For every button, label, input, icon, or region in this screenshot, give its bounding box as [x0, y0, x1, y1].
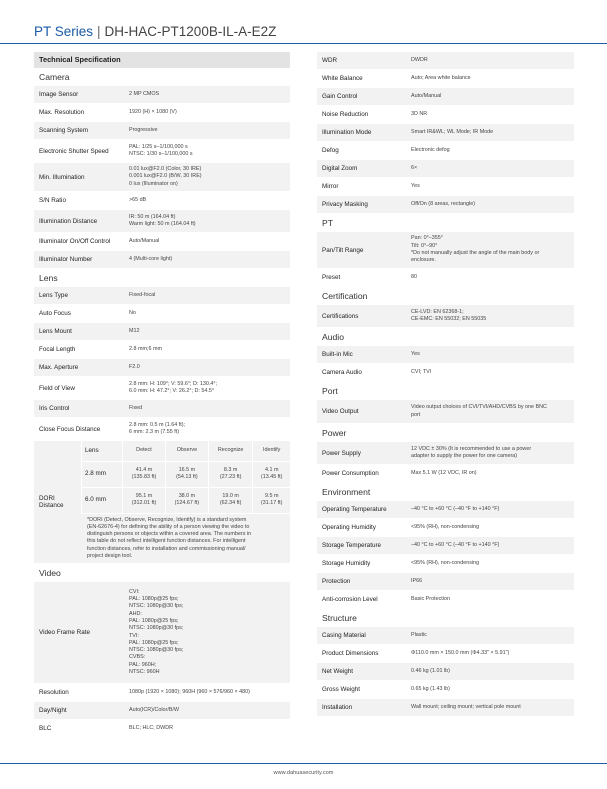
spec-label: BLC [39, 725, 52, 732]
spec-row [34, 418, 290, 441]
spec-label: Mirror [322, 183, 339, 190]
spec-row [317, 465, 574, 483]
spec-label: Illumination Mode [322, 129, 372, 136]
spec-value [124, 256, 172, 263]
spec-value-line: 12 VDC ± 30% (It is recommended to use a power [411, 445, 532, 452]
spec-value [124, 127, 157, 134]
spec-value-line: PAL: 1080p@25 fps; [129, 639, 179, 646]
spec-value-line: 1920 (H) × 1080 (V) [129, 108, 177, 115]
spec-row [317, 346, 574, 364]
spec-label: Illumination Distance [39, 217, 98, 225]
spec-value-line: Auto/Manual [411, 92, 442, 99]
dori-header-row [82, 441, 291, 461]
spec-value [406, 668, 450, 675]
spec-value-line: CVI: [129, 588, 140, 595]
dori-cell: 95.1 m (312.01 ft) [123, 487, 166, 513]
spec-label: Defog [322, 147, 339, 154]
spec-value-line: 2.8 mm: H: 109°; V: 59.6°; D: 130.4°; [129, 380, 218, 387]
spec-value-line: adapter to supply the power for one camera) [411, 453, 518, 459]
spec-label: Illuminator Number [39, 256, 93, 263]
spec-label: WDR [322, 57, 338, 64]
spec-value-line: Yes [411, 350, 420, 357]
spec-value [406, 446, 531, 461]
spec-value-line: Tilt: 0°–90° [411, 242, 438, 249]
spec-label: Anti-corrosion Level [322, 596, 378, 603]
spec-value-line: 1080p (1920 × 1080); 960H (960 × 576/960 × 480) [129, 688, 250, 695]
spec-value [124, 381, 217, 396]
dori-header-recognize: Recognize [208, 441, 252, 461]
note-line: project design tool. [87, 552, 133, 559]
spec-value-line: 80 [411, 273, 417, 280]
spec-value-line: No [129, 309, 136, 316]
spec-label: Resolution [39, 689, 69, 696]
spec-value [406, 183, 420, 190]
spec-row [34, 684, 290, 702]
dori-distance-table [34, 441, 290, 564]
spec-label: Camera Audio [322, 369, 362, 376]
spec-value [406, 309, 486, 324]
spec-value-line: Electronic defog [411, 146, 450, 153]
spec-value-line: 0.01 lux@F2.0 (Color, 30 IRE) [129, 166, 202, 173]
spec-value-line: NTSC: 960H [129, 668, 160, 675]
spec-value [406, 404, 547, 419]
dori-body [81, 441, 290, 563]
spec-row [317, 400, 574, 424]
spec-row [34, 86, 290, 104]
footer-rule [0, 763, 607, 764]
spec-value-line: F2.0 [129, 363, 140, 370]
spec-row [34, 251, 290, 269]
section-heading-camera: Camera [34, 68, 290, 86]
spec-value [124, 422, 185, 437]
spec-label: Storage Temperature [322, 542, 382, 549]
spec-row [317, 196, 574, 214]
spec-value-line: PAL: 1080p@25 fps; [129, 596, 179, 603]
dori-note [81, 514, 290, 561]
spec-value [124, 725, 173, 732]
spec-value-line: Φ110.0 mm × 150.0 mm (Φ4.33" × 5.91") [411, 649, 510, 656]
spec-value-line: CE-LVD: EN 62368-1; [411, 308, 464, 315]
spec-value-line: Fixed [129, 404, 143, 411]
spec-label: Electronic Shutter Speed [39, 147, 109, 155]
spec-value [406, 542, 499, 549]
spec-value-line: –40 °C to +60 °C (–40 °F to +140 °F) [411, 541, 500, 548]
spec-label: Min. Illumination [39, 173, 85, 181]
spec-value-line: TVI: [129, 632, 139, 639]
spec-value-line: Progressive [129, 126, 158, 133]
spec-row [34, 104, 290, 122]
section-heading-video: Video [34, 564, 290, 582]
spec-label: Max. Resolution [39, 109, 85, 116]
section-heading-pt: PT [317, 214, 574, 232]
section-port [317, 400, 574, 424]
spec-value-line: enclosure. [411, 257, 436, 264]
spec-value [406, 369, 431, 376]
spec-row [317, 124, 574, 142]
spec-label: Video Output [322, 408, 359, 415]
spec-value-line: port [411, 411, 421, 418]
spec-value [406, 57, 428, 64]
spec-value [124, 310, 136, 317]
spec-label: Pan/Tilt Range [322, 246, 364, 254]
spec-value-line: CVI; TVI [411, 368, 432, 375]
spec-label: Net Weight [322, 668, 354, 675]
spec-value [406, 93, 441, 100]
dori-header-identify: Identify [253, 441, 290, 461]
spec-value [124, 589, 183, 677]
spec-value-line: PAL: 1080p@25 fps; [129, 617, 179, 624]
section-video-continued [317, 52, 574, 214]
section-structure [317, 627, 574, 717]
dori-row [82, 487, 291, 513]
spec-value [406, 704, 521, 711]
section-heading-certification: Certification [317, 287, 574, 305]
spec-value [124, 346, 162, 353]
spec-row [34, 702, 290, 720]
spec-label: Privacy Masking [322, 201, 368, 208]
spec-value-line: Plastic [411, 631, 427, 638]
spec-row [317, 645, 574, 663]
spec-row [317, 681, 574, 699]
spec-value-line: 0.46 kg (1.01 lb) [411, 667, 450, 674]
spec-label: Casing Material [322, 632, 366, 639]
spec-row [317, 442, 574, 465]
spec-label: Iris Control [39, 405, 70, 412]
spec-value-line: DWDR [411, 56, 428, 63]
spec-value [406, 506, 499, 513]
section-heading-structure: Structure [317, 609, 574, 627]
spec-label: Max. Aperture [39, 364, 79, 371]
spec-value [406, 147, 450, 154]
section-heading-power: Power [317, 424, 574, 442]
spec-row [34, 400, 290, 418]
dori-row [82, 461, 291, 487]
spec-value-line: Video output choices of CVI/TVI/AHD/CVBS by one BNC [411, 404, 547, 411]
section-pt [317, 232, 574, 287]
spec-value [124, 91, 159, 98]
spec-row [34, 210, 290, 233]
spec-label: Scanning System [39, 127, 89, 134]
spec-value-line: BLC; HLC; DWDR [129, 724, 174, 731]
spec-label: Operating Temperature [322, 506, 387, 513]
spec-value [406, 75, 471, 82]
spec-value [406, 129, 493, 136]
spec-value-line: >65 dB [129, 196, 147, 203]
spec-value-line: 6 mm: 2.3 m (7.55 ft) [129, 429, 180, 435]
spec-value [124, 197, 146, 204]
spec-value [406, 201, 475, 208]
dori-cell: 19.0 m (62.34 ft) [208, 487, 252, 513]
spec-value-line: 0.65 kg (1.43 lb) [411, 685, 450, 692]
spec-row [317, 305, 574, 328]
spec-value-line: NTSC: 1080p@30 fps; [129, 625, 184, 632]
spec-value-line: 2 MP CMOS [129, 90, 160, 97]
spec-row [317, 699, 574, 717]
right-column [317, 52, 574, 717]
spec-value-line: Max 5.1 W (12 VDC, IR on) [411, 469, 477, 476]
spec-label: Certifications [322, 312, 359, 320]
spec-row [317, 52, 574, 70]
spec-label: Built-in Mic [322, 351, 353, 358]
spec-label: Image Sensor [39, 91, 79, 98]
section-camera [34, 86, 290, 269]
spec-value-line: Warm light: 50 m (164.04 ft) [129, 221, 196, 227]
spec-row [317, 142, 574, 160]
spec-value-line: <95% (RH), non-condensing [411, 523, 480, 530]
spec-row [317, 519, 574, 537]
spec-row [34, 140, 290, 163]
spec-label: Auto Focus [39, 310, 71, 317]
spec-label: Installation [322, 704, 353, 711]
section-certification [317, 305, 574, 328]
spec-value [406, 650, 509, 657]
spec-label: White Balance [322, 75, 363, 82]
spec-value-line: Pan: 0°–355° [411, 235, 443, 242]
spec-row [34, 359, 290, 377]
spec-value-line: 4 (Multi-core light) [129, 255, 173, 262]
spec-label: Storage Humidity [322, 560, 371, 567]
spec-value [406, 235, 539, 264]
section-heading-environment: Environment [317, 483, 574, 501]
spec-value-line: 3D NR [411, 110, 428, 117]
left-column [34, 52, 290, 738]
spec-row [317, 555, 574, 573]
dori-cell: 41.4 m (135.83 ft) [123, 461, 166, 487]
spec-value-line: 2.8 mm: 0.5 m (1.64 ft); [129, 421, 186, 428]
spec-label: Focal Length [39, 346, 76, 353]
spec-value-line: NTSC: 1/30 s–1/100,000 s [129, 151, 193, 157]
note-line: this table do not reflect intelligent function distances. For intelligent [87, 538, 246, 545]
spec-row [317, 663, 574, 681]
spec-value [406, 560, 479, 567]
dori-label [34, 441, 81, 563]
spec-value-line: M12 [129, 327, 140, 334]
spec-row [34, 305, 290, 323]
spec-label: Field of View [39, 384, 75, 392]
dori-cell: 4.1 m (13.45 ft) [253, 461, 290, 487]
spec-row [34, 122, 290, 140]
spec-value [406, 274, 417, 281]
note-line: distinguish persons or objects within a covered area. The numbers in [87, 531, 252, 538]
note-line: function distances, refer to installation and commissioning manual/ [87, 545, 246, 552]
spec-row [34, 377, 290, 400]
spec-label: Digital Zoom [322, 165, 358, 172]
spec-row [34, 233, 290, 251]
spec-value-line: CE-EMC: EN 55032; EN 55035 [411, 316, 487, 322]
spec-value [406, 596, 450, 603]
spec-row [34, 582, 290, 684]
spec-value-line: CVBS: [129, 654, 146, 661]
spec-label: Close Focus Distance [39, 425, 101, 433]
spec-label: Gross Weight [322, 686, 361, 693]
spec-value [406, 470, 477, 477]
spec-row [34, 192, 290, 210]
section-environment [317, 501, 574, 609]
spec-value-line: Auto; Area white balance [411, 74, 471, 81]
dori-cell: 9.5 m (31.17 ft) [253, 487, 290, 513]
header-rule [0, 43, 607, 44]
spec-label: Noise Reduction [322, 111, 369, 118]
dori-grid [81, 441, 290, 514]
dori-cell: 16.5 m (54.13 ft) [165, 461, 208, 487]
spec-value [406, 111, 427, 118]
spec-value-line: 0.001 lux@F2.0 (B/W, 30 IRE) [129, 173, 202, 180]
spec-label: Video Frame Rate [39, 629, 90, 636]
note-line: *DORI (Detect, Observe, Recognize, Identify) is a standard system [87, 516, 247, 523]
spec-value-line: NTSC: 1080p@30 fps; [129, 603, 184, 610]
spec-value-line: Off/On (8 areas, rectangle) [411, 200, 476, 207]
section-power [317, 442, 574, 483]
spec-label: Power Consumption [322, 470, 379, 477]
spec-row [317, 269, 574, 287]
note-line: (EN-62676-4) for defining the ability of a person viewing the video to [87, 523, 250, 530]
spec-value-line: IR: 50 m (164.04 ft) [129, 213, 176, 220]
model-name: DH-HAC-PT1200B-IL-A-E2Z [104, 24, 277, 39]
spec-value-line: Auto(ICR)/Color/B/W [129, 706, 180, 713]
dori-header-detect: Detect [123, 441, 166, 461]
spec-value-line: Basic Protection [411, 595, 450, 602]
spec-value-line: Fixed-focal [129, 291, 156, 298]
spec-row [317, 627, 574, 645]
section-heading-audio: Audio [317, 328, 574, 346]
spec-value-line: Wall mount; ceiling mount; vertical pole mount [411, 703, 521, 710]
spec-row [34, 341, 290, 359]
spec-row [317, 178, 574, 196]
spec-row [317, 573, 574, 591]
section-lens [34, 287, 290, 441]
spec-value-line: IP66 [411, 577, 423, 584]
spec-row [34, 323, 290, 341]
section-heading-lens: Lens [34, 269, 290, 287]
spec-value-line: Yes [411, 182, 420, 189]
spec-value-line: Auto/Manual [129, 237, 160, 244]
spec-value-line: 6× [411, 164, 418, 171]
page-title [34, 24, 276, 39]
spec-label: S/N Ratio [39, 197, 66, 204]
spec-value [406, 351, 420, 358]
series-name: PT Series [34, 24, 94, 39]
spec-value [124, 109, 177, 116]
spec-value [124, 214, 196, 229]
spec-value-line: NTSC: 1080p@30 fps; [129, 647, 184, 654]
spec-value [406, 686, 450, 693]
dori-lens: 6.0 mm [82, 487, 123, 513]
spec-row [317, 70, 574, 88]
spec-value-line: 6.0 mm: H: 47.2°; V: 26.2°; D: 54.5° [129, 388, 215, 394]
spec-value-line: 2.8 mm;6 mm [129, 345, 162, 352]
spec-value-line: *Do not manually adjust the angle of the main body or [411, 250, 540, 256]
spec-value-line: <95% (RH), non-condensing [411, 559, 480, 566]
dori-label-text: DORI Distance [39, 495, 64, 509]
spec-row [317, 88, 574, 106]
spec-value [124, 144, 193, 159]
spec-label: Preset [322, 274, 341, 281]
dori-header-lens: Lens [82, 441, 123, 461]
spec-row [317, 591, 574, 609]
spec-row [34, 163, 290, 192]
spec-row [317, 160, 574, 178]
spec-value-line: Smart IR&WL; WL Mode; IR Mode [411, 128, 494, 135]
spec-label: Illuminator On/Off Control [39, 238, 111, 245]
spec-value [124, 689, 250, 696]
spec-label: Product Dimensions [322, 650, 379, 657]
spec-value [406, 524, 479, 531]
spec-label: Operating Humidity [322, 524, 376, 531]
spec-label: Power Supply [322, 449, 361, 457]
spec-value-line: –40 °C to +60 °C (–40 °F to +140 °F) [411, 505, 500, 512]
spec-label: Lens Type [39, 292, 68, 299]
spec-label: Protection [322, 578, 351, 585]
spec-row [317, 501, 574, 519]
dori-cell: 38.0 m (124.67 ft) [165, 487, 208, 513]
table-title: Technical Specification [34, 52, 290, 68]
spec-value [124, 292, 155, 299]
spec-row [317, 364, 574, 382]
spec-row [34, 720, 290, 738]
spec-row [34, 287, 290, 305]
spec-label: Lens Mount [39, 328, 72, 335]
title-separator: | [97, 24, 101, 39]
spec-value [124, 405, 142, 412]
spec-value [124, 238, 159, 245]
section-heading-port: Port [317, 382, 574, 400]
spec-value [406, 632, 427, 639]
spec-value [124, 364, 140, 371]
section-audio [317, 346, 574, 382]
spec-row [317, 106, 574, 124]
spec-value [124, 707, 179, 714]
dori-lens: 2.8 mm [82, 461, 123, 487]
dori-header-observe: Observe [165, 441, 208, 461]
spec-label: Gain Control [322, 93, 358, 100]
spec-value-line: 0 lux (Illuminator on) [129, 180, 178, 187]
spec-row [317, 537, 574, 555]
dori-cell: 8.3 m (27.23 ft) [208, 461, 252, 487]
footer-url: www.dahuasecurity.com [273, 770, 334, 776]
spec-label: Day/Night [39, 707, 67, 714]
spec-value [124, 166, 202, 188]
spec-value-line: AHD: [129, 610, 142, 617]
spec-value [406, 165, 417, 172]
spec-value [406, 578, 422, 585]
spec-value-line: PAL: 1/25 s–1/100,000 s [129, 143, 188, 150]
spec-row [317, 232, 574, 269]
section-video [34, 582, 290, 738]
spec-value [124, 328, 140, 335]
spec-value-line: PAL: 960H; [129, 661, 157, 668]
